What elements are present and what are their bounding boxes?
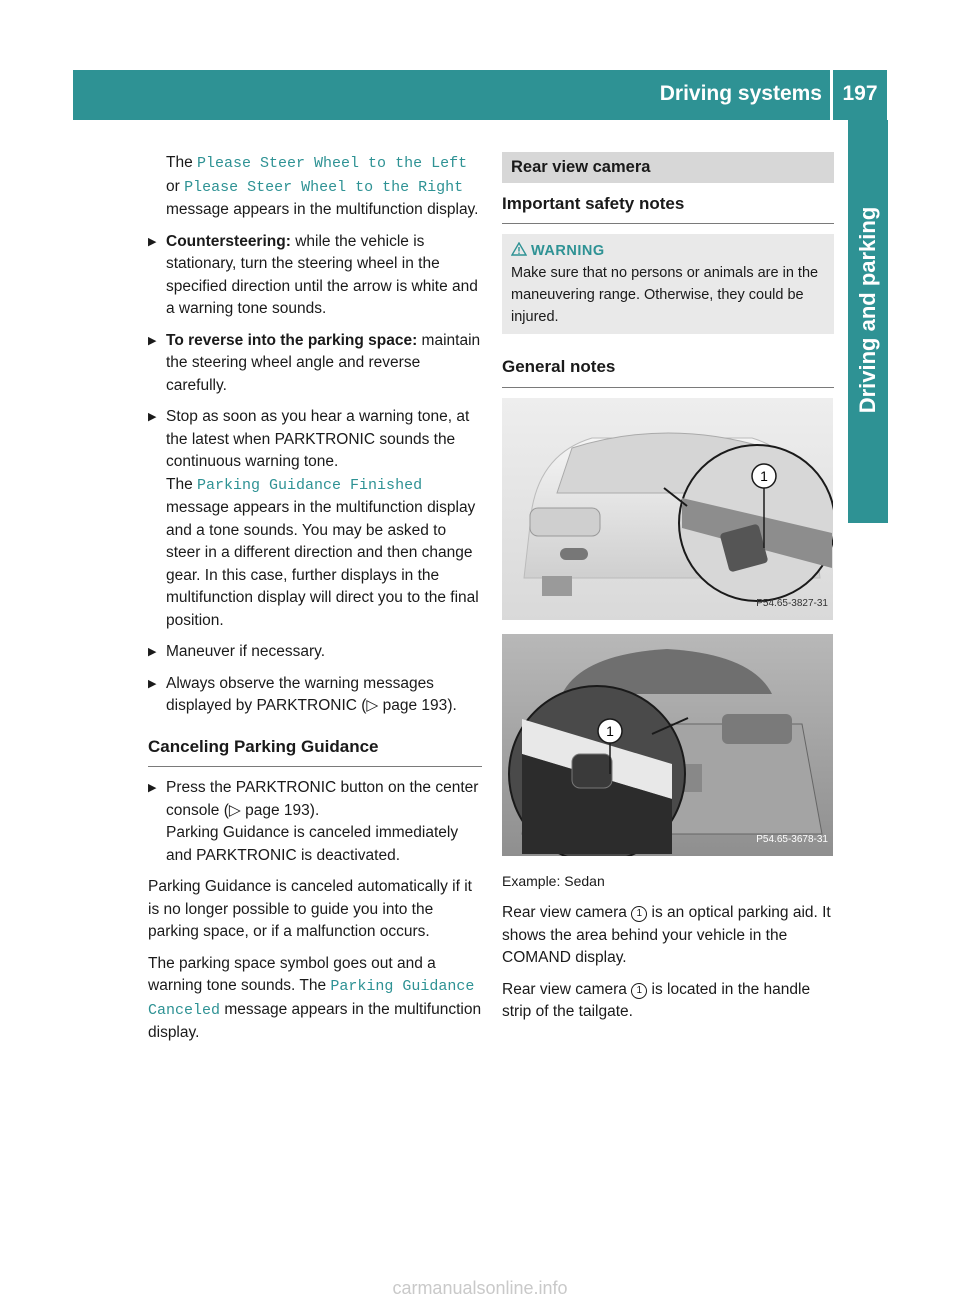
step-text-end: ). (309, 801, 320, 819)
step-rest: message appears in the multifunction display and a tone sounds. You may be asked to steer in a different direction and then change gear. In this case, further displays in the multifunction display will direct you to the final position. (166, 499, 479, 629)
step-maneuver (148, 641, 482, 664)
callout-badge: 1 (631, 906, 647, 922)
step-text: maintain the steering wheel angle and reverse carefully. (166, 331, 481, 394)
step-arrow-icon: ▶ (148, 677, 157, 690)
display-message-right: Please Steer Wheel to the Right (184, 178, 464, 196)
paragraph-camera-1 (502, 902, 834, 970)
step-observe (148, 673, 482, 718)
section-heading-safety: Important safety notes (502, 193, 834, 225)
step-arrow-icon: ▶ (148, 334, 157, 347)
step-text: while the vehicle is stationary, turn the steering wheel in the specified direction until the arrow is white and a warning tone sounds. (166, 232, 478, 317)
warning-text: Make sure that no persons or animals are in the maneuvering range. Otherwise, they could be injured. (511, 265, 819, 325)
step-press-button (148, 777, 482, 867)
warning-triangle-icon (511, 242, 527, 256)
sedan-rear-illustration (502, 634, 833, 856)
callout-badge: 1 (631, 983, 647, 999)
step-arrow-icon: ▶ (148, 646, 157, 658)
page-reference-link[interactable]: ▷ page 193 (228, 801, 310, 819)
intro-paragraph (148, 152, 482, 222)
step-arrow-icon: ▶ (148, 782, 157, 794)
page-number: 197 (842, 82, 878, 105)
right-column (502, 152, 834, 1033)
intro-rest: message appears in the multifunction display. (166, 201, 479, 218)
figure-code: P54.65-3827-31 (756, 598, 828, 609)
section-heading-canceling: Canceling Parking Guidance (148, 736, 482, 768)
step-reverse (148, 330, 482, 398)
paragraph-text: Rear view camera (502, 980, 627, 998)
step-the: The (166, 475, 193, 493)
figure-caption: Example: Sedan (502, 872, 605, 889)
step-text-end: ). (447, 697, 457, 714)
step-arrow-icon: ▶ (148, 411, 157, 423)
figure-sedan-rear-camera (502, 634, 833, 856)
figure-coupe-rear-camera (502, 398, 833, 620)
paragraph-text: Rear view camera (502, 904, 627, 921)
paragraph-text: The parking space symbol goes out and a warning tone sounds. The (148, 954, 436, 994)
step-text: Press the PARKTRONIC button on the center console ( (166, 779, 479, 819)
step-arrow-icon: ▶ (148, 235, 157, 248)
paragraph-camera-2 (502, 979, 834, 1024)
paragraph-symbol (148, 953, 482, 1045)
step-text: Maneuver if necessary. (166, 643, 326, 660)
chapter-box-title: Rear view camera (502, 152, 834, 183)
watermark: carmanualsonline.info (392, 1278, 568, 1298)
paragraph-rest: is located in the handle strip of the tailgate. (502, 980, 811, 1020)
display-message-finished: Parking Guidance Finished (197, 476, 423, 494)
step-text: Always observe the warning messages displayed by PARKTRONIC ( (166, 674, 434, 714)
left-column (148, 152, 482, 1054)
intro-the: The (166, 154, 193, 171)
paragraph-auto-cancel: Parking Guidance is canceled automatically if it is no longer possible to guide you into the parking space, or if a malfunction occurs. (148, 878, 472, 940)
coupe-rear-illustration (502, 398, 833, 620)
page-reference-link[interactable]: ▷ page 193 (366, 697, 448, 714)
figure-code: P54.65-3678-31 (756, 834, 828, 845)
warning-title: WARNING (531, 243, 605, 259)
callout-number: 1 (606, 722, 614, 739)
side-tab-label: Driving and parking (855, 206, 880, 414)
step-text-2: Parking Guidance is canceled immediately and PARKTRONIC is deactivated. (166, 824, 459, 864)
display-message-canceled: Parking Guidance Canceled (148, 978, 475, 1019)
step-label: To reverse into the parking space: (166, 331, 418, 349)
step-countersteering (148, 231, 482, 321)
intro-or: or (166, 177, 180, 195)
step-label: Countersteering: (166, 232, 291, 250)
section-heading-general: General notes (502, 356, 834, 388)
paragraph-rest: message appears in the multifunction display. (148, 1000, 482, 1041)
callout-number: 1 (760, 467, 768, 484)
display-message-left: Please Steer Wheel to the Left (197, 155, 468, 172)
step-stop (148, 406, 482, 632)
warning-box (502, 234, 834, 334)
warning-header (511, 240, 825, 262)
side-tab-marker (848, 485, 888, 523)
step-text: Stop as soon as you hear a warning tone, at the latest when PARKTRONIC sounds the continuous warning tone. (166, 408, 470, 470)
paragraph-rest: is an optical parking aid. It shows the area behind your vehicle in the COMAND display. (502, 904, 831, 966)
page-title: Driving systems (659, 82, 822, 105)
